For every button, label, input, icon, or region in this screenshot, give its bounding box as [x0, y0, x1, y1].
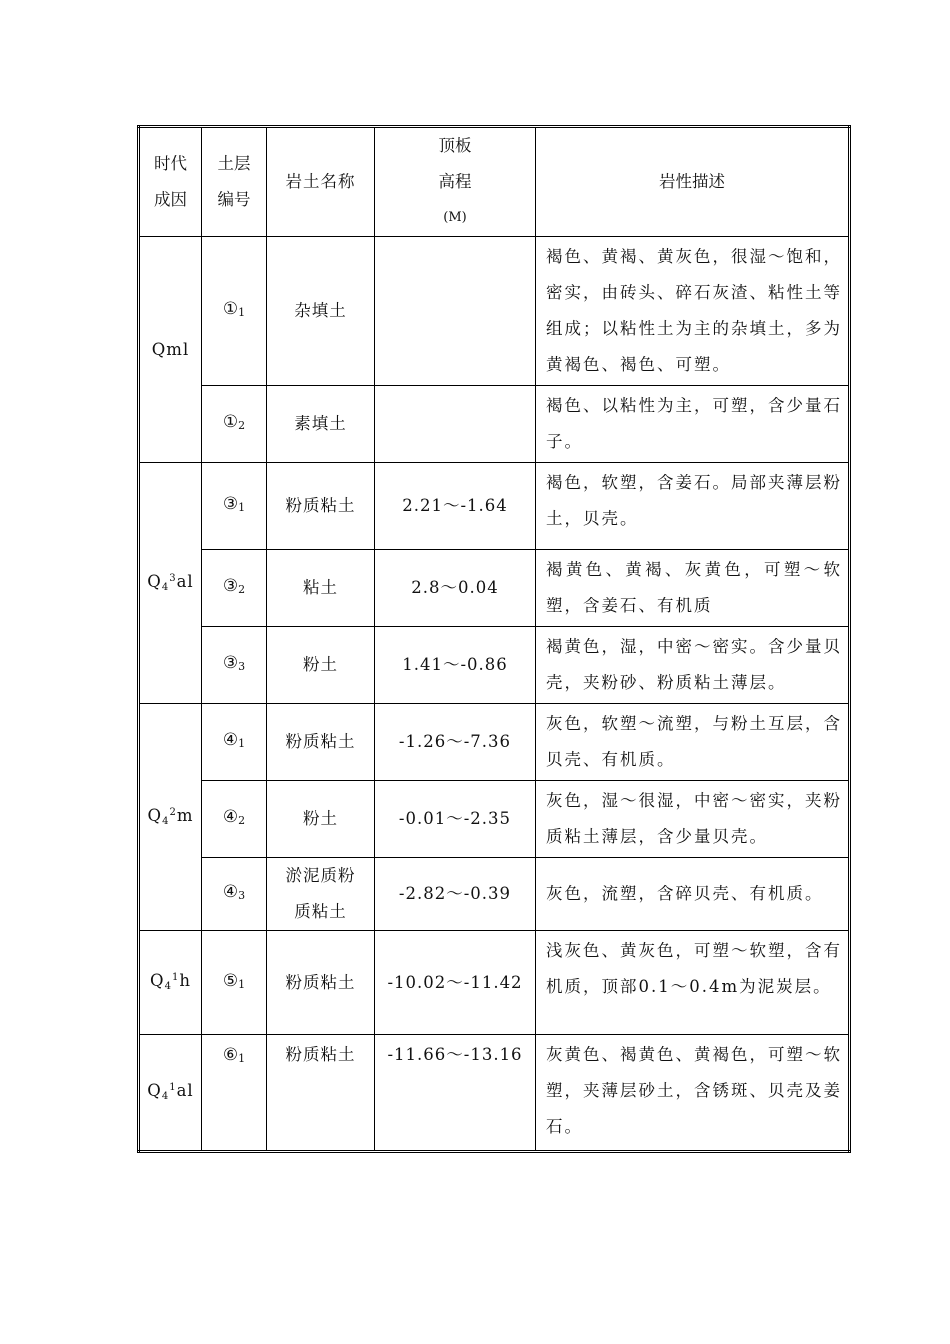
layer-code: ③1 [202, 463, 267, 550]
layer-code: ①2 [202, 386, 267, 463]
lithology-desc: 褐色、黄褐、黄灰色，很湿～饱和，密实，由砖头、碎石灰渣、粘性土等组成；以粘性土为主的杂填土，多为黄褐色、褐色、可塑。 [536, 237, 850, 386]
header-elev-line3: (M) [443, 210, 467, 225]
table-row [139, 781, 850, 858]
header-layer [202, 127, 267, 237]
top-elevation: 2.21～-1.64 [375, 463, 536, 550]
table-header-row [139, 127, 850, 237]
table-row [139, 386, 850, 463]
age-cell: $Q4^2m$ [139, 704, 202, 931]
lithology-desc: 浅灰色、黄灰色，可塑～软塑，含有机质，顶部0.1～0.4m为泥炭层。 [536, 931, 850, 1035]
lithology-desc: 灰色，软塑～流塑，与粉土互层，含贝壳、有机质。 [536, 704, 850, 781]
table-row [139, 237, 850, 386]
layer-code: ④3 [202, 858, 267, 931]
lithology-desc: 灰色，流塑，含碎贝壳、有机质。 [536, 858, 850, 931]
soil-name-line1: 淤泥质粉 [285, 866, 356, 885]
header-desc: 岩性描述 [536, 127, 850, 237]
top-elevation: 2.8～0.04 [375, 550, 536, 627]
soil-name: 杂填土 [267, 237, 375, 386]
lithology-desc: 灰黄色、褐黄色、黄褐色，可塑～软塑，夹薄层砂土，含锈斑、贝壳及姜石。 [536, 1035, 850, 1152]
header-layer-line2: 编号 [217, 190, 251, 209]
lithology-desc: 褐色、以粘性为主，可塑，含少量石子。 [536, 386, 850, 463]
top-elevation: -0.01～-2.35 [375, 781, 536, 858]
layer-code: ③3 [202, 627, 267, 704]
soil-name: 粉土 [267, 627, 375, 704]
age-cell: $Q4^1al$ [139, 1035, 202, 1152]
top-elevation: -10.02～-11.42 [375, 931, 536, 1035]
header-age-line1: 时代 [154, 154, 187, 173]
table-row [139, 627, 850, 704]
layer-code: ④2 [202, 781, 267, 858]
lithology-desc: 褐黄色，湿，中密～密实。含少量贝壳，夹粉砂、粉质粘土薄层。 [536, 627, 850, 704]
top-elevation: 1.41～-0.86 [375, 627, 536, 704]
soil-name: 素填土 [267, 386, 375, 463]
age-base: Qml [151, 339, 190, 359]
age-cell [139, 237, 202, 463]
header-name: 岩土名称 [267, 127, 375, 237]
layer-code: ⑥1 [202, 1035, 267, 1152]
header-age-line2: 成因 [154, 190, 187, 209]
top-elevation: -1.26～-7.36 [375, 704, 536, 781]
layer-code: ③2 [202, 550, 267, 627]
table-row [139, 1035, 850, 1152]
stratigraphy-table [137, 125, 851, 1153]
soil-name: 粉质粘土 [267, 931, 375, 1035]
table-row [139, 931, 850, 1035]
top-elevation: -2.82～-0.39 [375, 858, 536, 931]
soil-name: 粉质粘土 [267, 704, 375, 781]
table-row [139, 463, 850, 550]
top-elevation [375, 386, 536, 463]
lithology-desc: 褐黄色、黄褐、灰黄色，可塑～软塑，含姜石、有机质 [536, 550, 850, 627]
table-row [139, 550, 850, 627]
header-elev-line1: 顶板 [438, 136, 472, 155]
header-age [139, 127, 202, 237]
soil-name: 粉质粘土 [267, 1035, 375, 1152]
soil-name [267, 858, 375, 931]
header-layer-line1: 土层 [217, 154, 251, 173]
lithology-desc: 灰色，湿～很湿，中密～密实，夹粉质粘土薄层，含少量贝壳。 [536, 781, 850, 858]
header-elev-line2: 高程 [438, 172, 472, 191]
soil-name: 粉质粘土 [267, 463, 375, 550]
header-elev [375, 127, 536, 237]
layer-code: ⑤1 [202, 931, 267, 1035]
soil-name: 粘土 [267, 550, 375, 627]
top-elevation [375, 237, 536, 386]
age-cell: $Q4^3al$ [139, 463, 202, 704]
top-elevation: -11.66～-13.16 [375, 1035, 536, 1152]
table-row [139, 858, 850, 931]
layer-code: ④1 [202, 704, 267, 781]
soil-name-line2: 质粘土 [294, 902, 347, 921]
layer-code: ①1 [202, 237, 267, 386]
soil-name: 粉土 [267, 781, 375, 858]
age-cell: $Q4^1h$ [139, 931, 202, 1035]
table-row [139, 704, 850, 781]
lithology-desc: 褐色，软塑，含姜石。局部夹薄层粉土，贝壳。 [536, 463, 850, 550]
